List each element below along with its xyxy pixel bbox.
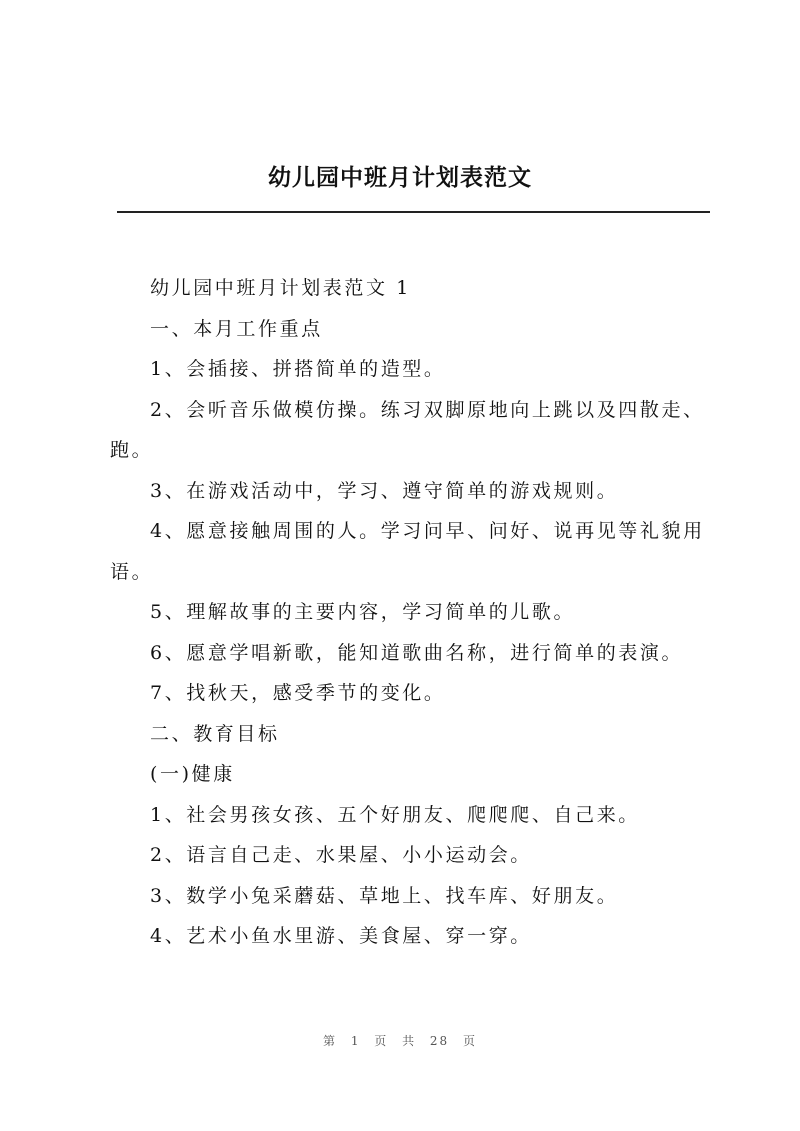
section-heading: 幼儿园中班月计划表范文 1 [150,277,411,299]
list-item: 3、在游戏活动中，学习、遵守简单的游戏规则。 [150,479,619,502]
list-item: 1、会插接、拼搭简单的造型。 [150,358,446,380]
list-item: 5、理解故事的主要内容，学习简单的儿歌。 [150,601,576,623]
document-body [110,268,710,957]
subsection-heading: 二、教育目标 [150,722,280,745]
list-item: 1、社会男孩女孩、五个好朋友、爬爬爬、自己来。 [150,803,640,826]
subsection-heading: 一、本月工作重点 [150,317,323,340]
list-item: 4、艺术小鱼水里游、美食屋、穿一穿。 [150,925,532,947]
list-item: 2、会听音乐做模仿操。练习双脚原地向上跳以及四散走、跑。 [110,398,705,461]
list-item: 6、愿意学唱新歌，能知道歌曲名称，进行简单的表演。 [150,641,684,664]
page-footer: 第 1 页 共 28 页 [323,1034,477,1048]
list-item: 2、语言自己走、水果屋、小小运动会。 [150,844,532,866]
document-title: 幼儿园中班月计划表范文 [268,164,532,191]
list-item: 7、找秋天，感受季节的变化。 [150,682,446,704]
list-item: 3、数学小兔采蘑菇、草地上、找车库、好朋友。 [150,884,619,907]
subsection-heading: (一)健康 [150,763,235,785]
title-divider [117,211,710,213]
list-item: 4、愿意接触周围的人。学习问早、问好、说再见等礼貌用语。 [110,520,705,583]
